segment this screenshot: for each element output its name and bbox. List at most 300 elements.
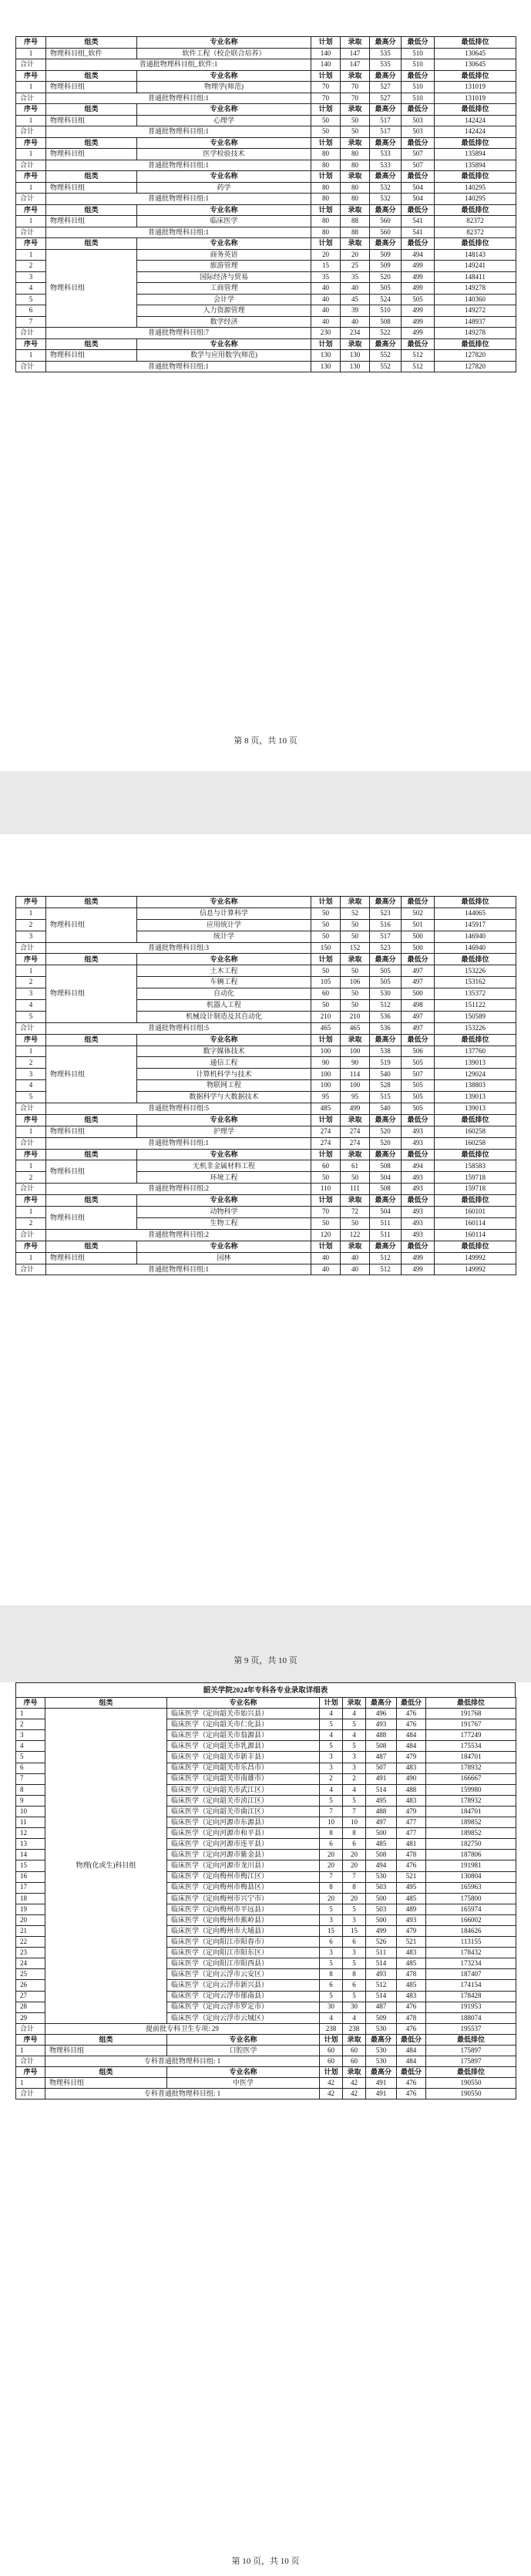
group-name: 物理科目组 (46, 149, 137, 160)
major-name: 临床医学（定向韶关市南雄市） (167, 1773, 320, 1784)
value-cell: 175800 (426, 1893, 516, 1904)
major-name: 医学检验技术 (137, 149, 311, 160)
header-min-rank: 最低排位 (435, 104, 516, 116)
group-name: 物理科目组 (46, 249, 137, 328)
header-group: 组类 (46, 171, 137, 183)
value-cell: 6 (343, 1839, 366, 1850)
row-number: 2 (16, 1719, 45, 1730)
value-cell: 149278 (435, 283, 516, 295)
total-value: 159718 (435, 1184, 516, 1195)
header-min-rank: 最低排位 (435, 1114, 516, 1126)
row-number: 2 (16, 1217, 46, 1229)
major-name: 临床医学（定向韶关市曲江区） (167, 1806, 320, 1817)
total-label: 合计 (16, 328, 46, 339)
value-cell: 106 (341, 977, 370, 988)
value-cell: 3 (320, 1763, 343, 1773)
header-plan: 计划 (311, 238, 341, 250)
header-group: 组类 (45, 2034, 167, 2045)
value-cell: 505 (402, 1057, 435, 1069)
header-major: 专业名称 (137, 897, 311, 908)
value-cell: 100 (341, 1046, 370, 1057)
value-cell: 528 (370, 1080, 402, 1092)
header-plan: 计划 (311, 171, 341, 183)
value-cell: 50 (311, 1000, 341, 1012)
value-cell: 484 (397, 1741, 426, 1752)
value-cell: 130 (341, 350, 370, 362)
value-cell: 147 (341, 48, 370, 59)
group-name: 物理科目组 (46, 82, 137, 93)
header-major: 专业名称 (137, 70, 311, 82)
table-row (16, 1709, 516, 1719)
admission-table-page-9 (15, 896, 516, 1275)
value-cell: 505 (370, 977, 402, 988)
total-value: 504 (402, 194, 435, 205)
row-number: 5 (16, 1752, 45, 1763)
value-cell: 4 (343, 1709, 366, 1719)
total-value: 122 (341, 1229, 370, 1241)
total-row (16, 2056, 516, 2067)
row-number: 12 (16, 1828, 45, 1839)
header-plan: 计划 (311, 1195, 341, 1207)
total-label: 合计 (16, 93, 46, 104)
header-plan: 计划 (311, 1149, 341, 1160)
row-number: 1 (16, 2046, 45, 2056)
value-cell: 521 (397, 1871, 426, 1882)
major-name: 中医学 (167, 2078, 320, 2089)
value-cell: 184626 (426, 1925, 516, 1936)
value-cell: 20 (343, 1860, 366, 1871)
row-number: 7 (16, 1773, 45, 1784)
header-min-rank: 最低排位 (435, 897, 516, 908)
value-cell: 500 (366, 1828, 397, 1839)
header-row (16, 897, 516, 908)
header-major: 专业名称 (167, 1698, 320, 1709)
page-10 (0, 1682, 531, 2576)
major-name: 数字媒体技术 (137, 1046, 311, 1057)
value-cell: 499 (402, 1252, 435, 1264)
group-name: 物理科目组 (46, 350, 137, 362)
total-summary: 普通批物理科目组:1 (46, 160, 311, 171)
total-summary: 普通批物理科目组:2 (46, 1229, 311, 1241)
total-value: 274 (341, 1137, 370, 1149)
header-min-score: 最低分 (397, 1698, 426, 1709)
major-name: 计算机科学与技术 (137, 1069, 311, 1080)
total-value: 512 (370, 1264, 402, 1275)
header-min-rank: 最低排位 (435, 204, 516, 216)
row-number: 2 (16, 919, 46, 931)
header-row (16, 1698, 516, 1709)
header-row (16, 2034, 516, 2045)
value-cell: 100 (311, 1046, 341, 1057)
value-cell: 72 (341, 1207, 370, 1218)
value-cell: 159980 (426, 1784, 516, 1795)
row-number: 26 (16, 1980, 45, 1991)
admission-table-page-10 (15, 1697, 516, 2100)
header-plan: 计划 (320, 1698, 343, 1709)
total-label: 合计 (16, 361, 46, 372)
value-cell: 512 (370, 1000, 402, 1012)
value-cell: 494 (366, 1860, 397, 1871)
value-cell: 178428 (426, 1991, 516, 2002)
header-min-score: 最低分 (402, 897, 435, 908)
value-cell: 138803 (435, 1080, 516, 1092)
major-name: 临床医学（定向阳江市阳西县） (167, 1958, 320, 1969)
total-value: 522 (370, 328, 402, 339)
group-name: 物理科目组 (46, 965, 137, 1022)
header-major: 专业名称 (137, 954, 311, 965)
total-summary: 普通批物理科目组:1 (46, 361, 311, 372)
total-value: 493 (402, 1184, 435, 1195)
header-no: 序号 (16, 104, 46, 116)
table-row (16, 249, 516, 261)
value-cell: 541 (402, 216, 435, 227)
value-cell: 515 (370, 1092, 402, 1103)
value-cell: 95 (341, 1092, 370, 1103)
header-max-score: 最高分 (370, 37, 402, 49)
total-label: 合计 (16, 1264, 46, 1275)
value-cell: 274 (311, 1126, 341, 1137)
value-cell: 190550 (426, 2078, 516, 2089)
value-cell: 510 (402, 82, 435, 93)
value-cell: 4 (320, 1730, 343, 1741)
value-cell: 499 (402, 305, 435, 317)
header-row (16, 2067, 516, 2078)
value-cell: 149272 (435, 305, 516, 317)
value-cell: 189852 (426, 1817, 516, 1828)
value-cell: 512 (366, 1980, 397, 1991)
value-cell: 42 (343, 2078, 366, 2089)
major-name: 车辆工程 (137, 977, 311, 988)
major-name: 生物工程 (137, 1217, 311, 1229)
value-cell: 505 (402, 294, 435, 305)
value-cell: 70 (311, 1207, 341, 1218)
row-number: 1 (16, 907, 46, 919)
value-cell: 166002 (426, 1914, 516, 1925)
header-max-score: 最高分 (370, 1241, 402, 1252)
header-major: 专业名称 (137, 1149, 311, 1160)
value-cell: 52 (341, 907, 370, 919)
value-cell: 50 (311, 1217, 341, 1229)
value-cell: 39 (341, 305, 370, 317)
value-cell: 530 (366, 2046, 397, 2056)
value-cell: 517 (370, 931, 402, 942)
header-admit: 录取 (341, 1241, 370, 1252)
major-name: 物联网工程 (137, 1080, 311, 1092)
total-value: 127820 (435, 361, 516, 372)
total-summary: 普通批物理科目组:5 (46, 1103, 311, 1115)
total-value: 160114 (435, 1229, 516, 1241)
total-summary: 普通批物理科目组:2 (46, 1184, 311, 1195)
header-min-rank: 最低排位 (435, 338, 516, 350)
value-cell: 510 (402, 48, 435, 59)
header-no: 序号 (16, 204, 46, 216)
value-cell: 502 (402, 907, 435, 919)
header-admit: 录取 (341, 1149, 370, 1160)
total-value: 484 (397, 2056, 426, 2067)
value-cell: 5 (343, 1719, 366, 1730)
total-row (16, 160, 516, 171)
major-name: 临床医学（定向阳江市阳东区） (167, 1948, 320, 1958)
value-cell: 139013 (435, 1057, 516, 1069)
value-cell: 476 (397, 2078, 426, 2089)
header-admit: 录取 (341, 171, 370, 183)
value-cell: 521 (397, 1937, 426, 1948)
header-min-score: 最低分 (402, 104, 435, 116)
row-number: 1 (16, 2078, 45, 2089)
value-cell: 5 (320, 1795, 343, 1806)
row-number: 1 (16, 115, 46, 126)
table-row (16, 1126, 516, 1137)
header-row (16, 1114, 516, 1126)
total-value: 500 (402, 942, 435, 954)
total-value: 274 (311, 1137, 341, 1149)
value-cell: 3 (343, 1948, 366, 1958)
header-admit: 录取 (341, 204, 370, 216)
row-number: 9 (16, 1795, 45, 1806)
header-admit: 录取 (341, 1034, 370, 1046)
row-number: 3 (16, 1730, 45, 1741)
header-major: 专业名称 (137, 171, 311, 183)
major-name: 数学与应用数学(师范) (137, 350, 311, 362)
value-cell: 50 (341, 931, 370, 942)
header-plan: 计划 (311, 204, 341, 216)
value-cell: 166667 (426, 1773, 516, 1784)
row-number: 13 (16, 1839, 45, 1850)
total-row (16, 126, 516, 138)
major-name: 临床医学（定向韶关市仁化县） (167, 1719, 320, 1730)
header-min-rank: 最低排位 (435, 137, 516, 149)
value-cell: 30 (343, 2002, 366, 2012)
value-cell: 500 (402, 931, 435, 942)
major-name: 通信工程 (137, 1057, 311, 1069)
value-cell: 507 (402, 149, 435, 160)
header-min-score: 最低分 (402, 338, 435, 350)
value-cell: 532 (370, 182, 402, 194)
major-name: 临床医学（定向梅州市梅县区） (167, 1882, 320, 1893)
header-min-score: 最低分 (402, 1034, 435, 1046)
header-max-score: 最高分 (370, 137, 402, 149)
value-cell: 40 (311, 294, 341, 305)
header-admit: 录取 (341, 104, 370, 116)
value-cell: 15 (343, 1925, 366, 1936)
value-cell: 182750 (426, 1839, 516, 1850)
major-name: 信息与计算科学 (137, 907, 311, 919)
value-cell: 500 (402, 988, 435, 1000)
major-name: 临床医学（定向云浮市罗定市） (167, 2002, 320, 2012)
value-cell: 160114 (435, 1217, 516, 1229)
total-value: 503 (402, 126, 435, 138)
total-row (16, 1264, 516, 1275)
value-cell: 135372 (435, 988, 516, 1000)
value-cell: 140295 (435, 182, 516, 194)
value-cell: 160258 (435, 1126, 516, 1137)
value-cell: 514 (366, 1784, 397, 1795)
value-cell: 7 (343, 1806, 366, 1817)
header-admit: 录取 (341, 338, 370, 350)
header-no: 序号 (16, 1149, 46, 1160)
header-group: 组类 (46, 1034, 137, 1046)
total-value: 130645 (435, 59, 516, 71)
value-cell: 6 (320, 1980, 343, 1991)
header-no: 序号 (16, 1114, 46, 1126)
header-min-score: 最低分 (402, 954, 435, 965)
header-max-score: 最高分 (370, 1149, 402, 1160)
major-name: 机械设计制造及其自动化 (137, 1011, 311, 1022)
header-row (16, 137, 516, 149)
header-no: 序号 (16, 954, 46, 965)
total-summary: 专科普通批物理科目组: 1 (45, 2056, 320, 2067)
value-cell: 494 (402, 249, 435, 261)
value-cell: 485 (397, 1980, 426, 1991)
total-value: 510 (402, 93, 435, 104)
total-value: 234 (341, 328, 370, 339)
header-no: 序号 (16, 37, 46, 49)
major-name: 临床医学（定向河源市龙川县） (167, 1860, 320, 1871)
header-group: 组类 (46, 70, 137, 82)
total-value: 512 (402, 361, 435, 372)
header-major: 专业名称 (137, 238, 311, 250)
total-value: 485 (311, 1103, 341, 1115)
value-cell: 80 (341, 182, 370, 194)
row-number: 29 (16, 2012, 45, 2023)
value-cell: 485 (366, 1839, 397, 1850)
header-row (16, 104, 516, 116)
row-number: 1 (16, 216, 46, 227)
value-cell: 40 (311, 283, 341, 295)
page-8 (0, 0, 531, 771)
value-cell: 519 (370, 1057, 402, 1069)
total-row (16, 93, 516, 104)
total-summary: 普通批物理科目组:5 (46, 1022, 311, 1034)
total-value: 42 (343, 2089, 366, 2100)
total-value: 238 (343, 2023, 366, 2034)
header-min-score: 最低分 (402, 238, 435, 250)
value-cell: 25 (341, 261, 370, 272)
value-cell: 478 (397, 2012, 426, 2023)
total-label: 合计 (16, 1229, 46, 1241)
value-cell: 160101 (435, 1207, 516, 1218)
value-cell: 511 (366, 1948, 397, 1958)
header-plan: 计划 (320, 2067, 343, 2078)
value-cell: 536 (370, 1011, 402, 1022)
value-cell: 50 (341, 965, 370, 977)
value-cell: 174154 (426, 1980, 516, 1991)
table-row (16, 350, 516, 362)
major-name: 数学经济 (137, 316, 311, 328)
value-cell: 40 (311, 316, 341, 328)
major-name: 无机非金属材料工程 (137, 1160, 311, 1172)
value-cell: 130645 (435, 48, 516, 59)
header-max-score: 最高分 (366, 2067, 397, 2078)
row-number: 3 (16, 988, 46, 1000)
total-summary: 普通批物理科目组:1 (46, 1264, 311, 1275)
total-row (16, 2089, 516, 2100)
value-cell: 483 (397, 1948, 426, 1958)
header-no: 序号 (16, 2067, 45, 2078)
value-cell: 7 (320, 1806, 343, 1817)
total-value: 152 (341, 942, 370, 954)
value-cell: 40 (341, 283, 370, 295)
value-cell: 483 (397, 1991, 426, 2002)
value-cell: 520 (370, 271, 402, 283)
value-cell: 505 (402, 1092, 435, 1103)
value-cell: 189852 (426, 1828, 516, 1839)
group-name: 物理科目组 (46, 182, 137, 194)
header-admit: 录取 (341, 1114, 370, 1126)
total-label: 合计 (16, 227, 46, 238)
header-max-score: 最高分 (370, 1034, 402, 1046)
value-cell: 5 (320, 1741, 343, 1752)
header-no: 序号 (16, 238, 46, 250)
value-cell: 148143 (435, 249, 516, 261)
row-number: 11 (16, 1817, 45, 1828)
header-group: 组类 (46, 1241, 137, 1252)
value-cell: 499 (402, 283, 435, 295)
row-number: 3 (16, 1069, 46, 1080)
header-no: 序号 (16, 1241, 46, 1252)
total-value: 140295 (435, 194, 516, 205)
total-value: 80 (311, 194, 341, 205)
row-number: 24 (16, 1958, 45, 1969)
value-cell: 503 (366, 1904, 397, 1914)
value-cell: 503 (366, 1882, 397, 1893)
value-cell: 35 (311, 271, 341, 283)
value-cell: 493 (366, 1719, 397, 1730)
header-max-score: 最高分 (370, 204, 402, 216)
row-number: 1 (16, 1207, 46, 1218)
value-cell: 149241 (435, 261, 516, 272)
header-major: 专业名称 (137, 1114, 311, 1126)
total-value: 131019 (435, 93, 516, 104)
major-name: 物理学(师范) (137, 82, 311, 93)
value-cell: 508 (366, 1741, 397, 1752)
value-cell: 40 (311, 1252, 341, 1264)
value-cell: 499 (366, 1925, 397, 1936)
header-group: 组类 (46, 204, 137, 216)
group-name: 物理科目组 (46, 1046, 137, 1103)
value-cell: 496 (366, 1709, 397, 1719)
total-row (16, 1022, 516, 1034)
value-cell: 5 (320, 1904, 343, 1914)
value-cell: 4 (320, 1784, 343, 1795)
header-group: 组类 (46, 137, 137, 149)
header-group: 组类 (46, 897, 137, 908)
value-cell: 524 (370, 294, 402, 305)
total-value: 142424 (435, 126, 516, 138)
value-cell: 145917 (435, 919, 516, 931)
value-cell: 178432 (426, 1948, 516, 1958)
value-cell: 503 (402, 115, 435, 126)
value-cell: 485 (397, 1958, 426, 1969)
value-cell: 487 (366, 2002, 397, 2012)
major-name: 临床医学（定向阳江市阳春市） (167, 1937, 320, 1948)
total-value: 491 (366, 2089, 397, 2100)
major-name: 临床医学（定向河源市和平县） (167, 1828, 320, 1839)
value-cell: 508 (370, 316, 402, 328)
group-name: 物理科目组 (46, 216, 137, 227)
row-number: 5 (16, 1011, 46, 1022)
value-cell: 481 (397, 1839, 426, 1850)
total-value: 465 (311, 1022, 341, 1034)
total-value: 153226 (435, 1022, 516, 1034)
value-cell: 105 (311, 977, 341, 988)
value-cell: 90 (341, 1057, 370, 1069)
total-summary: 普通批物理科目组:3 (46, 942, 311, 954)
header-admit: 录取 (341, 70, 370, 82)
table-row (16, 907, 516, 919)
header-admit: 录取 (341, 897, 370, 908)
total-value: 135894 (435, 160, 516, 171)
